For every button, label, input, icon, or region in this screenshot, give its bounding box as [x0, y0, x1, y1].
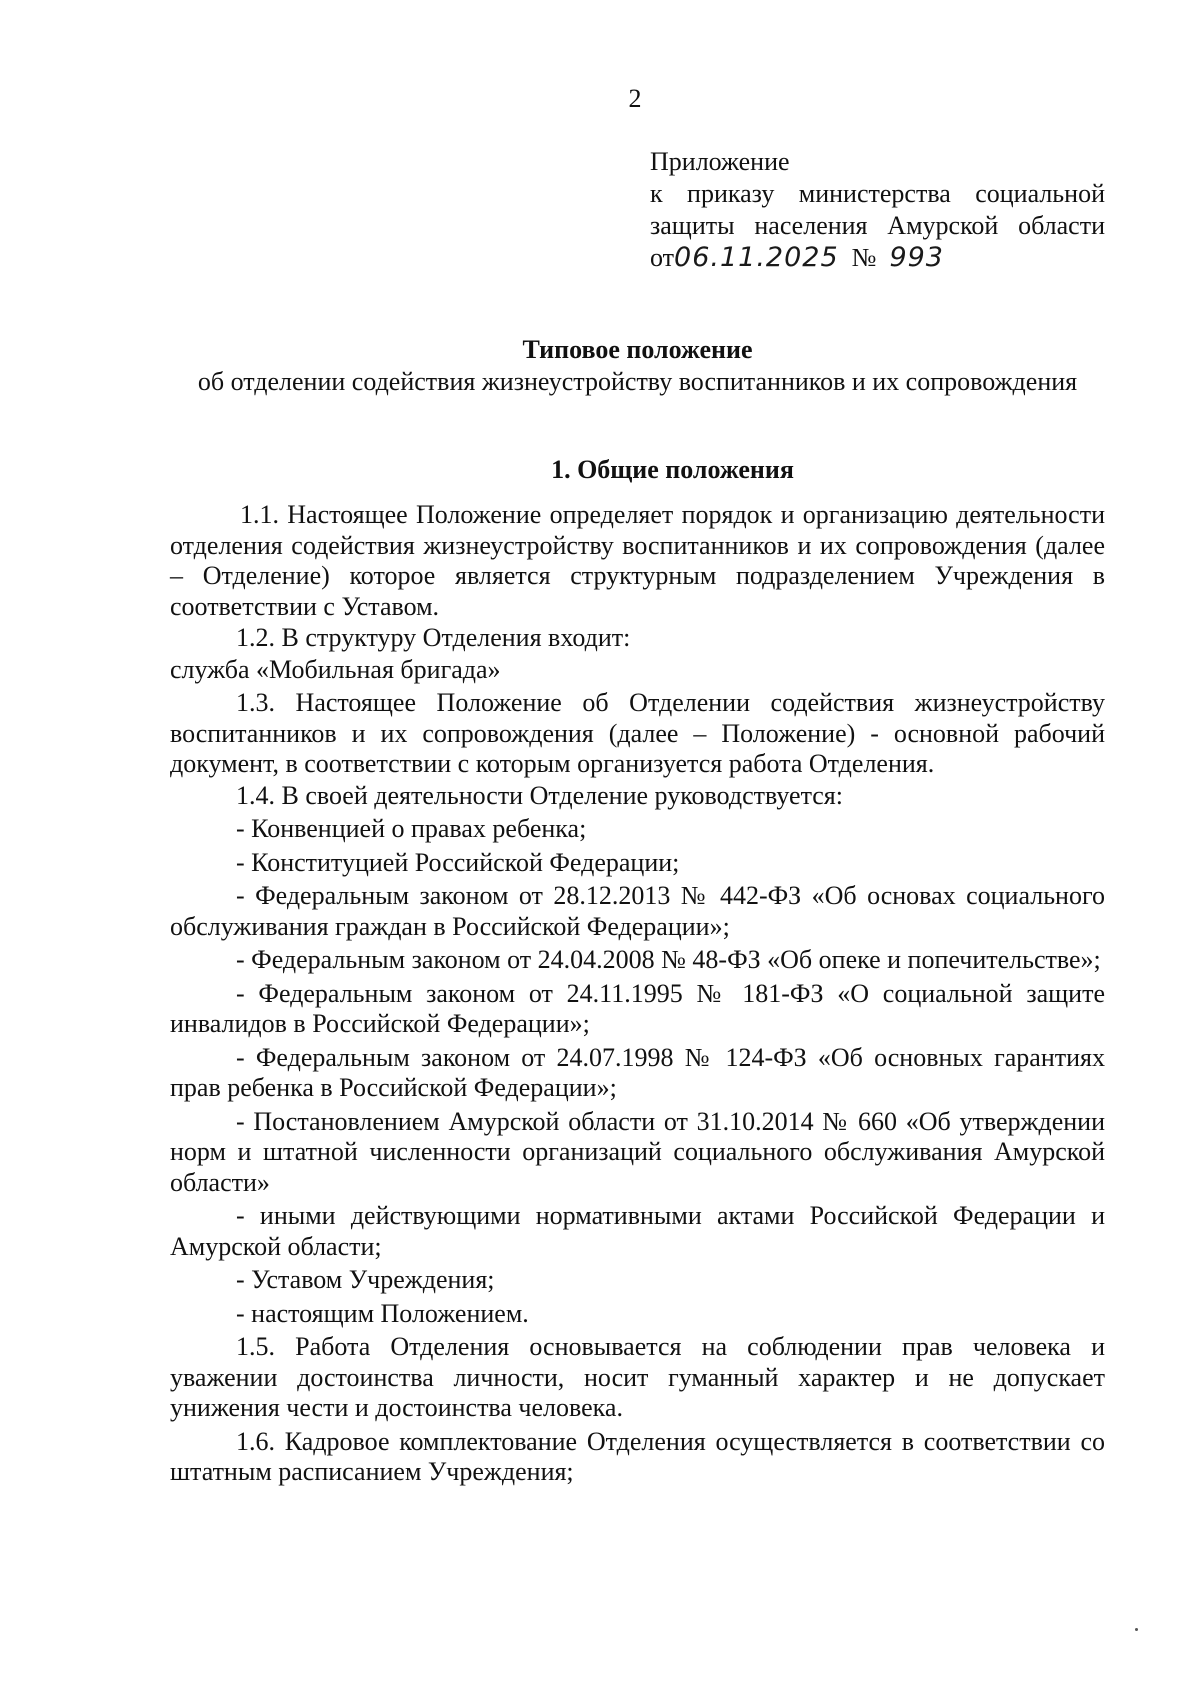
paragraph: - Постановлением Амурской области от 31.10.2014 № 660 «Об утверждении норм и штатной численности организаций социального обслуживания Амурской области»	[170, 1106, 1105, 1197]
handwritten-number: 993	[889, 242, 944, 273]
paragraph: - Федеральным законом от 24.04.2008 № 48-ФЗ «Об опеке и попечительстве»;	[236, 945, 1101, 974]
appendix-line-2: к приказу министерства социальной	[650, 179, 1105, 208]
paragraph: - Федеральным законом от 24.11.1995 № 181-ФЗ «О социальной защите инвалидов в Российской Федерации»;	[170, 978, 1105, 1038]
paragraph: 1.1. Настоящее Положение определяет порядок и организацию деятельности отделения содействия жизнеустройству воспитанников и их сопровождения (далее – Отделение) которое является структурным подразделением Учреждения в соответствии с Уставом.	[170, 500, 1105, 621]
document-title	[170, 334, 1105, 398]
paragraph: - иными действующими нормативными актами Российской Федерации и Амурской области;	[170, 1201, 1105, 1261]
paragraph: 1.3. Настоящее Положение об Отделении содействия жизнеустройству воспитанников и их сопровождения (далее – Положение) - основной рабочий документ, в соответствии с которым организуется работа Отделения.	[170, 688, 1105, 778]
paragraph: 1.4. В своей деятельности Отделение руководствуется:	[236, 780, 843, 810]
title-subtitle: об отделении содействия жизнеустройству воспитанников и их сопровождения	[197, 367, 1078, 396]
appendix-block	[650, 146, 1105, 274]
paragraph: - Федеральным законом от 28.12.2013 № 442-ФЗ «Об основах социального обслуживания граждан в Российской Федерации»;	[170, 881, 1105, 941]
paragraph: 1.6. Кадровое комплектование Отделения осуществляется в соответствии со штатным расписанием Учреждения;	[170, 1426, 1105, 1486]
paragraph: 1.2. В структуру Отделения входит:	[236, 623, 631, 652]
paragraph: служба «Мобильная бригада»	[170, 654, 501, 684]
paragraph: - Конституцией Российской Федерации;	[236, 847, 680, 877]
appendix-line-1: Приложение	[650, 147, 790, 176]
paragraph: 1.5. Работа Отделения основывается на соблюдении прав человека и уважении достоинства личности, носит гуманный характер и не допускает унижения чести и достоинства человека.	[170, 1332, 1105, 1422]
paragraph: - настоящим Положением.	[236, 1298, 529, 1328]
paragraph: - Уставом Учреждения;	[236, 1265, 495, 1294]
page-number: 2	[628, 84, 642, 113]
paragraph: - Федеральным законом от 24.07.1998 № 124-ФЗ «Об основных гарантиях прав ребенка в Российской Федерации»;	[170, 1042, 1105, 1102]
appendix-date-line	[650, 242, 1105, 274]
paragraph: - Конвенцией о правах ребенка;	[236, 814, 587, 843]
title-main: Типовое положение	[522, 335, 753, 364]
number-prefix: №	[851, 243, 877, 272]
appendix-line-3: защиты населения Амурской области	[650, 211, 1105, 240]
section-body	[170, 500, 1105, 1489]
section-heading: 1. Общие положения	[551, 455, 794, 484]
handwritten-date: 06.11.2025	[674, 242, 839, 273]
scan-speck	[1135, 1628, 1138, 1631]
date-prefix: от	[650, 243, 675, 272]
